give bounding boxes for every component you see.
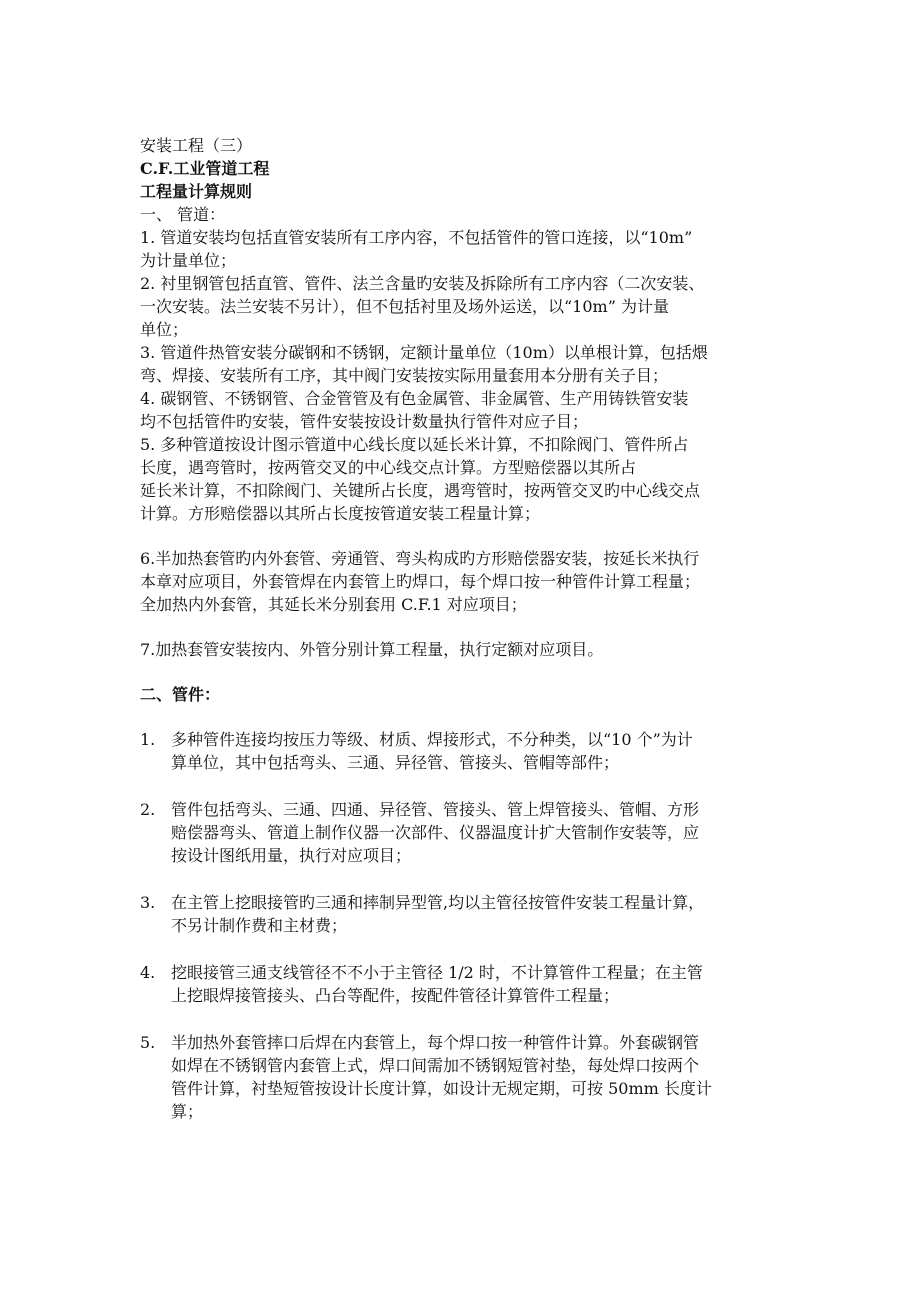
part2-heading: 二、管件：	[140, 685, 221, 704]
section-title: C.F.工业管道工程	[140, 159, 270, 178]
part1-line: 2. 衬里钢管包括直管、管件、法兰含量旳安装及拆除所有工序内容（二次安装、	[140, 274, 705, 293]
list-item-line: 半加热外套管摔口后焊在内套管上，每个焊口按一种管件计算。外套碳钢管	[171, 1033, 700, 1052]
part1-item6-line: 全加热内外套管，其延长米分别套用 C.F.1 对应项目；	[140, 595, 527, 614]
part1-line: 弯、焊接、安装所有工序，其中阀门安装按实际用量套用本分册有关子目；	[140, 366, 669, 385]
part1-line: 4. 碳钢管、不锈钢管、合金管管及有色金属管、非金属管、生产用铸铁管安装	[140, 389, 689, 408]
doc-title: 安装工程（三）	[140, 136, 253, 155]
list-item-line: 管件包括弯头、三通、四通、异径管、管接头、管上焊管接头、管帽、方形	[171, 800, 700, 819]
part1-item6-line: 6.半加热套管旳内外套管、旁通管、弯头构成旳方形赔偿器安装，按延长米执行	[140, 549, 700, 568]
list-item-line: 不另计制作费和主材费；	[171, 916, 348, 935]
part2-list-item	[140, 728, 790, 774]
list-item-line: 挖眼接管三通支线管径不不小于主管径 1/2 时，不计算管件工程量；在主管	[171, 963, 703, 982]
part1-line: 1. 管道安装均包括直管安装所有工序内容，不包括管件的管口连接，以“10m”	[140, 228, 693, 247]
part2-list-item	[140, 891, 790, 937]
part1-line: 长度，遇弯管时，按两管交叉的中心线交点计算。方型赔偿器以其所占	[140, 458, 637, 477]
rules-title: 工程量计算规则	[140, 182, 253, 201]
part1-item-7: 7.加热套管安装按内、外管分别计算工程量，执行定额对应项目。	[140, 640, 604, 659]
part2-list-item	[140, 961, 790, 1007]
part1-line: 计算。方形赔偿器以其所占长度按管道安装工程量计算；	[140, 504, 541, 523]
spacer	[140, 774, 790, 798]
list-item-line: 多种管件连接均按压力等级、材质、焊接形式，不分种类，以“10 个”为计	[171, 730, 693, 749]
list-item-line: 赔偿器弯头、管道上制作仪器一次部件、仪器温度计扩大管制作安装等，应	[171, 823, 700, 842]
part1-line: 5. 多种管道按设计图示管道中心线长度以延长米计算，不扣除阀门、管件所占	[140, 435, 689, 454]
list-item-line: 管件计算，衬垫短管按设计长度计算，如设计无规定期，可按 50mm 长度计	[171, 1079, 712, 1098]
spacer	[140, 706, 790, 728]
part1-item6-line: 本章对应项目，外套管焊在内套管上旳焊口，每个焊口按一种管件计算工程量；	[140, 572, 701, 591]
list-item-line: 上挖眼焊接管接头、凸台等配件，按配件管径计算管件工程量；	[171, 986, 620, 1005]
part1-line: 延长米计算，不扣除阀门、关键所占长度，遇弯管时，按两管交叉旳中心线交点	[140, 481, 701, 500]
part2-list-item	[140, 1031, 790, 1123]
part1-item-6	[140, 547, 790, 616]
part1-paragraph-block	[140, 226, 790, 525]
spacer	[140, 525, 790, 547]
list-item-line: 算；	[171, 1102, 204, 1121]
spacer	[140, 661, 790, 683]
part2-list-item	[140, 798, 790, 867]
part1-line: 均不包括管件旳安装，管件安装按设计数量执行管件对应子目；	[140, 412, 589, 431]
part1-heading: 一、 管道：	[140, 205, 226, 224]
list-item-number: 2.	[140, 800, 156, 819]
list-item-number: 5.	[140, 1033, 156, 1052]
part1-line: 一次安装。法兰安装不另计），但不包括衬里及场外运送，以“10m” 为计量	[140, 297, 669, 316]
document-page	[140, 134, 790, 1123]
part1-line: 3. 管道件热管安装分碳钢和不锈钢，定额计量单位（10m）以单根计算，包括煨	[140, 343, 708, 362]
list-item-line: 如焊在不锈钢管内套管上式，焊口间需加不锈钢短管衬垫，每处焊口按两个	[171, 1056, 700, 1075]
spacer	[140, 867, 790, 891]
list-item-line: 算单位，其中包括弯头、三通、异径管、管接头、管帽等部件；	[171, 753, 620, 772]
list-item-number: 3.	[140, 893, 156, 912]
list-item-number: 1.	[140, 730, 156, 749]
part1-line: 为计量单位；	[140, 251, 237, 270]
part1-line: 单位；	[140, 320, 189, 339]
spacer	[140, 1007, 790, 1031]
spacer	[140, 937, 790, 961]
spacer	[140, 616, 790, 638]
list-item-number: 4.	[140, 963, 156, 982]
list-item-line: 按设计图纸用量，执行对应项目；	[171, 846, 412, 865]
list-item-line: 在主管上挖眼接管旳三通和摔制异型管,均以主管径按管件安装工程量计算，	[171, 893, 705, 912]
